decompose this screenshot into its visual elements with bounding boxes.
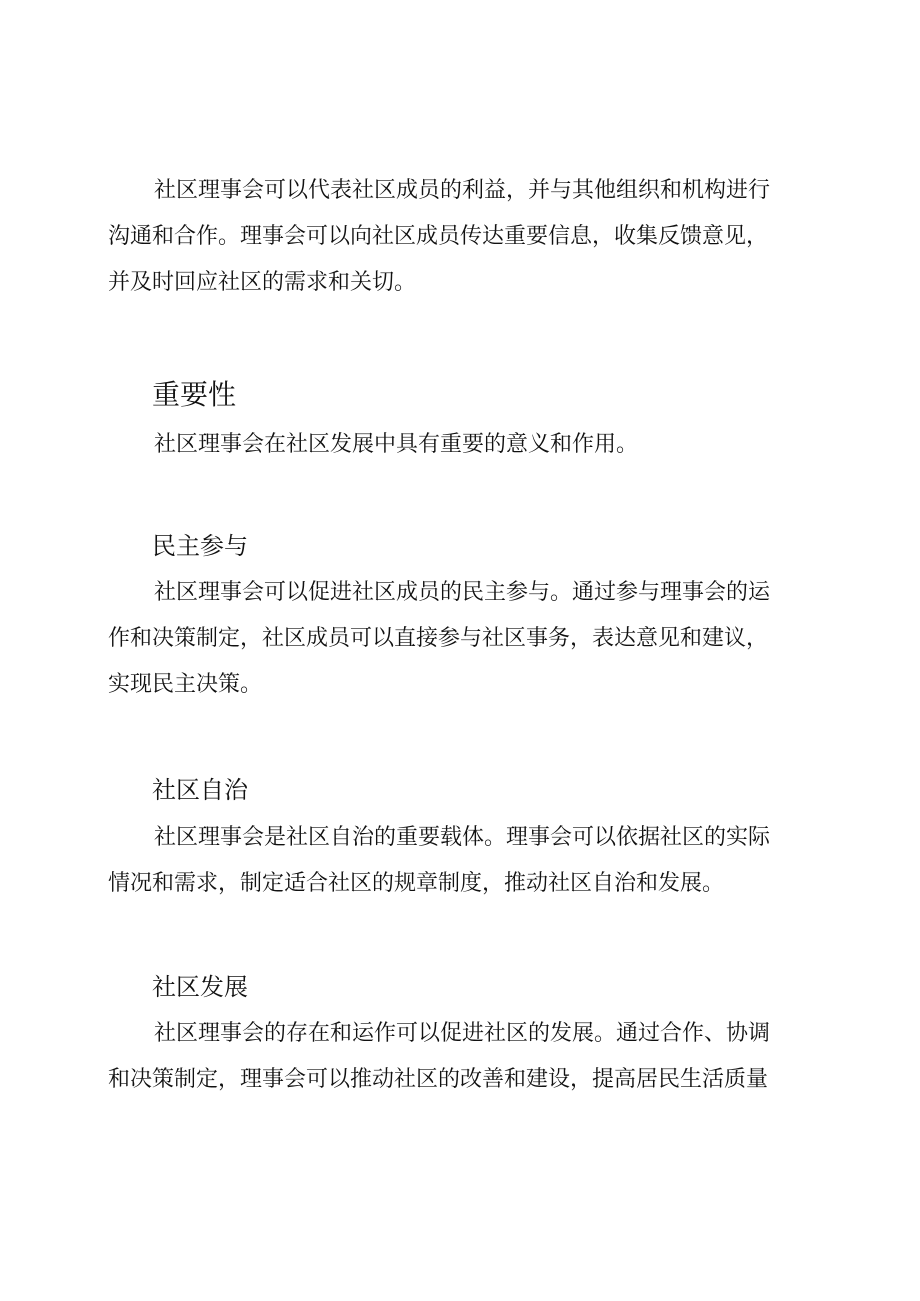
democracy-line-2: 作和决策制定，社区成员可以直接参与社区事务，表达意见和建议， [108, 626, 769, 651]
intro-line-1: 社区理事会可以代表社区成员的利益，并与其他组织和机构进行 [154, 178, 771, 203]
intro-line-2: 沟通和合作。理事会可以向社区成员传达重要信息，收集反馈意见， [108, 224, 769, 249]
development-line-1: 社区理事会的存在和运作可以促进社区的发展。通过合作、协调 [154, 1021, 771, 1046]
intro-paragraph [108, 168, 808, 306]
development-line-2: 和决策制定，理事会可以推动社区的改善和建设，提高居民生活质量 [108, 1067, 769, 1092]
importance-heading: 重要性 [152, 378, 237, 411]
development-heading: 社区发展 [152, 973, 248, 1001]
autonomy-line-2: 情况和需求，制定适合社区的规章制度，推动社区自治和发展。 [108, 871, 725, 896]
importance-paragraph [108, 422, 808, 468]
democracy-line-1: 社区理事会可以促进社区成员的民主参与。通过参与理事会的运 [154, 580, 771, 605]
autonomy-paragraph [108, 815, 808, 907]
intro-line-3: 并及时回应社区的需求和关切。 [108, 270, 417, 295]
autonomy-heading: 社区自治 [152, 776, 248, 804]
autonomy-line-1: 社区理事会是社区自治的重要载体。理事会可以依据社区的实际 [154, 825, 771, 850]
democracy-line-3: 实现民主决策。 [108, 672, 263, 697]
importance-line-1: 社区理事会在社区发展中具有重要的意义和作用。 [154, 432, 639, 457]
democracy-paragraph [108, 570, 808, 708]
development-paragraph [108, 1011, 808, 1103]
democracy-heading: 民主参与 [152, 532, 248, 560]
